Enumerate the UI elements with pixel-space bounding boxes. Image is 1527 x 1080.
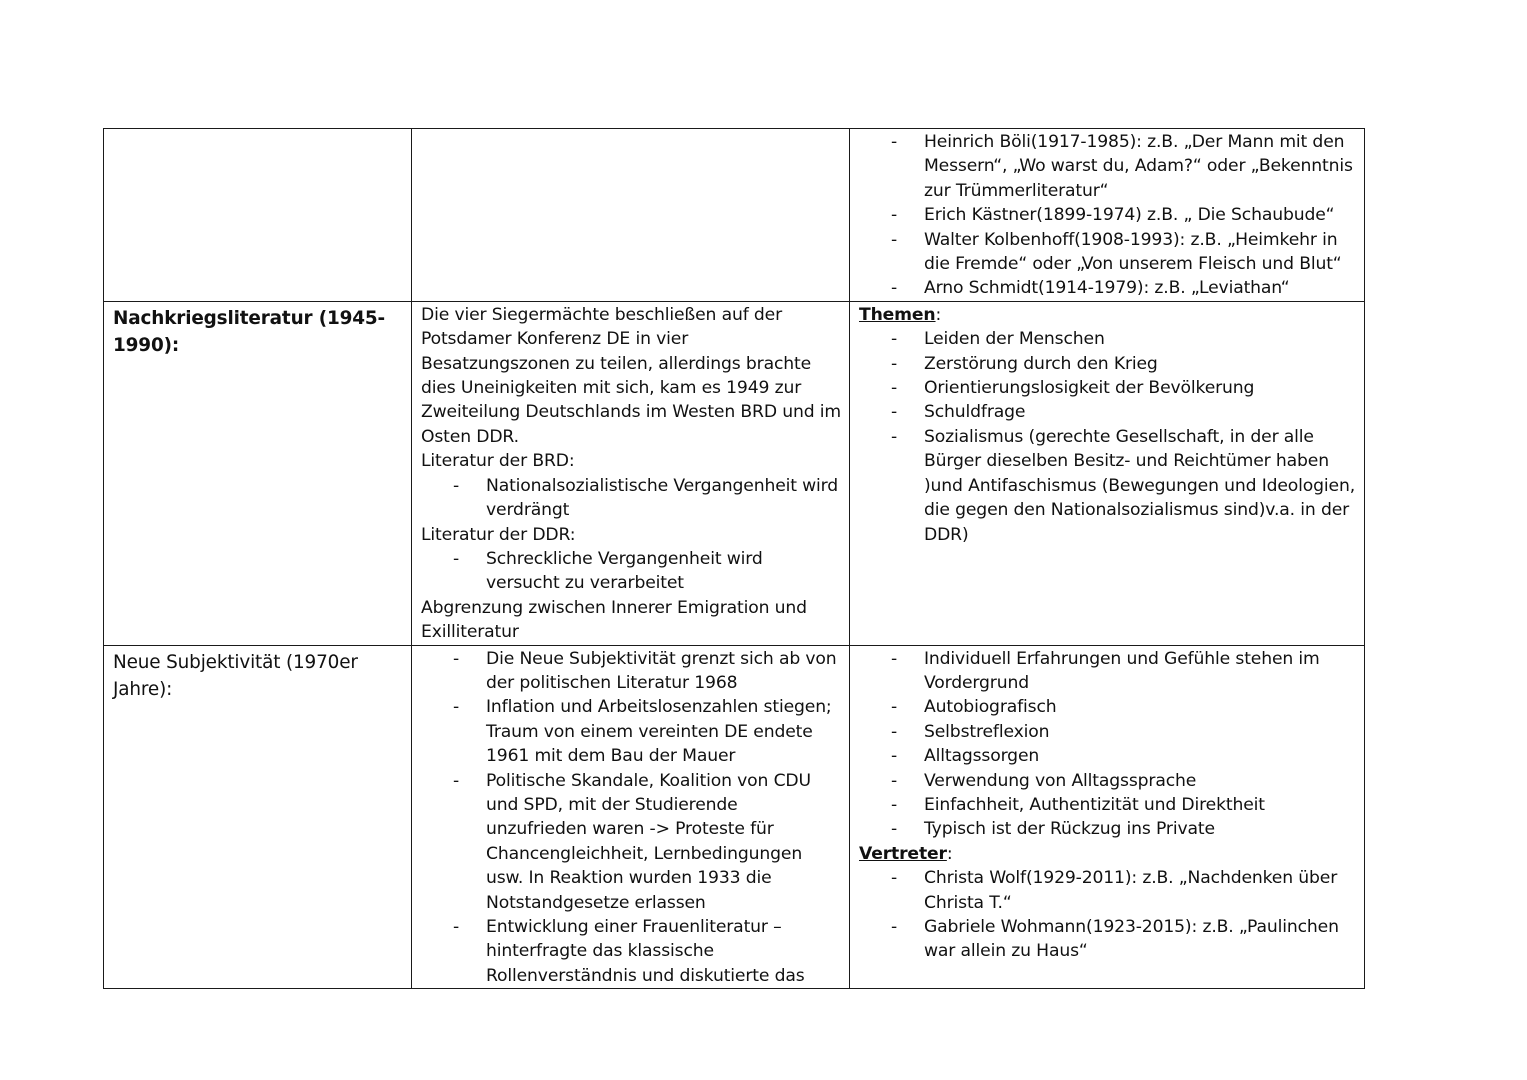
- literature-epochs-table: [103, 128, 1365, 989]
- list-item: - Autobiografisch: [859, 695, 1356, 719]
- list-item: - Selbstreflexion: [859, 720, 1356, 744]
- list-item: - Heinrich Böli(1917-1985): z.B. „Der Mann mit den Messern“, „Wo warst du, Adam?“ oder „Bekenntnis zur Trümmerliteratur“: [859, 130, 1356, 203]
- list-item: - Zerstörung durch den Krieg: [859, 352, 1356, 376]
- ddr-label: Literatur der DDR:: [421, 524, 576, 545]
- list-item: - Inflation und Arbeitslosenzahlen stiegen; Traum von einem vereinten DE endete 1961 mit dem Bau der Mauer: [421, 695, 841, 768]
- ddr-list: [421, 547, 841, 596]
- themes-heading-line: [859, 303, 1356, 327]
- themes-heading: Themen: [859, 304, 936, 325]
- context-outro: Abgrenzung zwischen Innerer Emigration und Exilliteratur: [421, 597, 807, 643]
- representatives-colon: :: [946, 843, 953, 864]
- list-item: - Nationalsozialistische Vergangenheit wird verdrängt: [421, 474, 841, 523]
- list-item: - Walter Kolbenhoff(1908-1993): z.B. „Heimkehr in die Fremde“ oder „Von unserem Fleisch und Blut“: [859, 228, 1356, 277]
- authors-list: [859, 130, 1356, 301]
- list-item: - Politische Skandale, Koalition von CDU und SPD, mit der Studierende unzufrieden waren -> Proteste für Chancengleichheit, Lernbedingungen usw. In Reaktion wurden 1933 die Notstandgesetze erlassen: [421, 769, 841, 915]
- list-item: - Christa Wolf(1929-2011): z.B. „Nachdenken über Christa T.“: [859, 866, 1356, 915]
- era-title: Neue Subjektivität (1970er Jahre):: [113, 651, 358, 700]
- era-cell: [104, 301, 412, 645]
- content-cell: [850, 645, 1365, 989]
- list-item: - Alltagssorgen: [859, 744, 1356, 768]
- table-row-nachkriegsliteratur: [104, 301, 1365, 645]
- context-list: [421, 647, 841, 989]
- list-item: - Orientierungslosigkeit der Bevölkerung: [859, 376, 1356, 400]
- context-cell: [412, 301, 850, 645]
- list-item: - Schreckliche Vergangenheit wird versucht zu verarbeitet: [421, 547, 841, 596]
- representatives-list: [859, 866, 1356, 964]
- representatives-heading-line: [859, 842, 1356, 866]
- list-item: - Einfachheit, Authentizität und Direktheit: [859, 793, 1356, 817]
- context-intro: Die vier Siegermächte beschließen auf der Potsdamer Konferenz DE in vier Besatzungszonen zu teilen, allerdings brachte dies Uneinigkeiten mit sich, kam es 1949 zur Zweiteilung Deutschlands im Westen BRD und im Osten DDR.: [421, 304, 841, 447]
- list-item: - Die Neue Subjektivität grenzt sich ab von der politischen Literatur 1968: [421, 647, 841, 696]
- list-item: - Leiden der Menschen: [859, 327, 1356, 351]
- list-item: - Typisch ist der Rückzug ins Private: [859, 817, 1356, 841]
- brd-list: [421, 474, 841, 523]
- list-item: - Verwendung von Alltagssprache: [859, 769, 1356, 793]
- list-item: - Gabriele Wohmann(1923-2015): z.B. „Paulinchen war allein zu Haus“: [859, 915, 1356, 964]
- list-item: - Erich Kästner(1899-1974) z.B. „ Die Schaubude“: [859, 203, 1356, 227]
- list-item: - Sozialismus (gerechte Gesellschaft, in der alle Bürger dieselben Besitz- und Reichtümer haben )und Antifaschismus (Bewegungen und Ideologien, die gegen den Nationalsozialismus sind)v.a. in der DDR): [859, 425, 1356, 547]
- era-cell-empty: [104, 129, 412, 302]
- table-row-continuation: [104, 129, 1365, 302]
- list-item: - Schuldfrage: [859, 400, 1356, 424]
- themes-colon: :: [935, 304, 942, 325]
- era-cell: [104, 645, 412, 989]
- content-cell: [850, 301, 1365, 645]
- context-cell-empty: [412, 129, 850, 302]
- brd-label: Literatur der BRD:: [421, 451, 575, 472]
- table-row-neue-subjektivitaet: [104, 645, 1365, 989]
- list-item: - Individuell Erfahrungen und Gefühle stehen im Vordergrund: [859, 647, 1356, 696]
- content-cell-authors: [850, 129, 1365, 302]
- representatives-heading: Vertreter: [859, 843, 947, 864]
- features-list: [859, 647, 1356, 842]
- themes-list: [859, 327, 1356, 547]
- list-item: - Arno Schmidt(1914-1979): z.B. „Leviathan“: [859, 276, 1356, 300]
- list-item: - Entwicklung einer Frauenliteratur – hinterfragte das klassische Rollenverständnis und diskutierte das: [421, 915, 841, 988]
- era-title: Nachkriegsliteratur (1945-1990):: [113, 307, 386, 356]
- context-cell: [412, 645, 850, 989]
